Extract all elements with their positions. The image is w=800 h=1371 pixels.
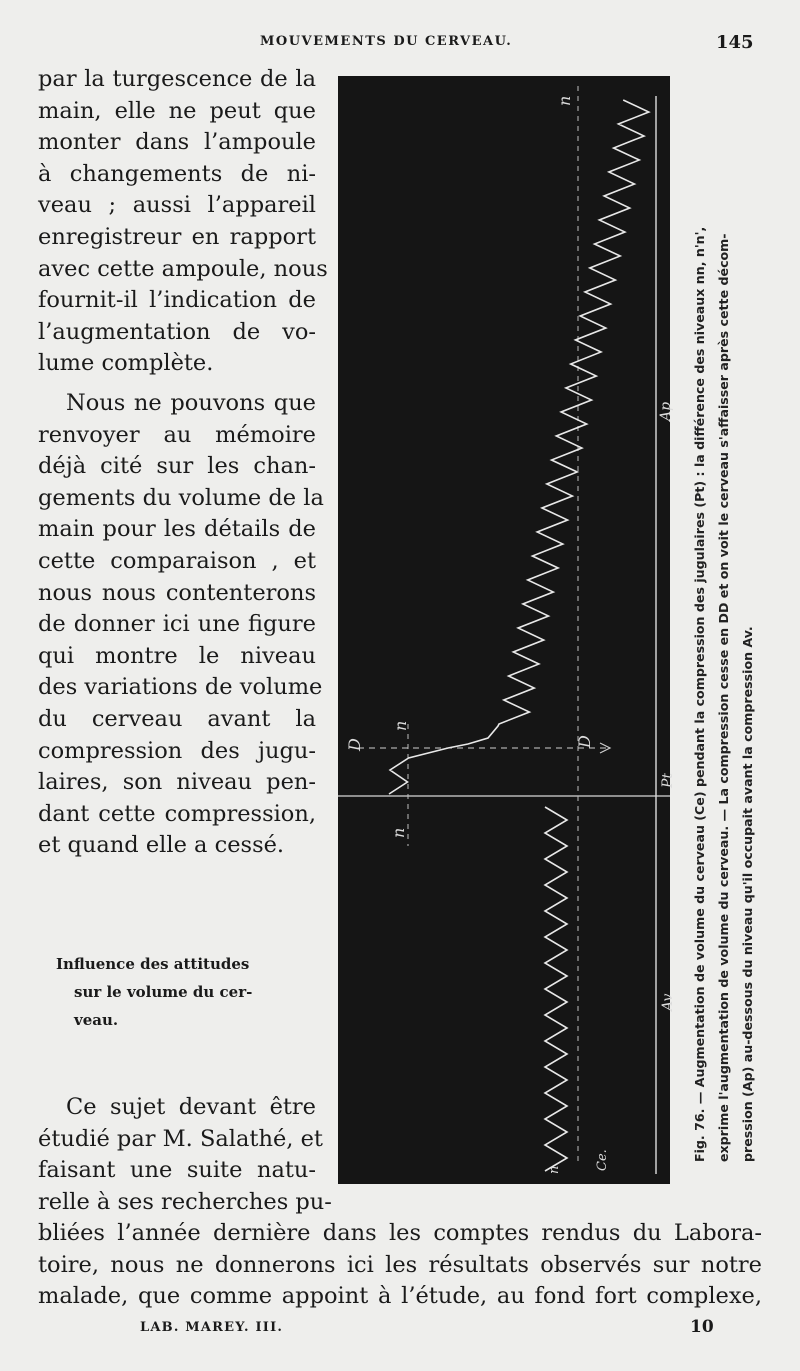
text-line: de donner ici une figure — [38, 611, 316, 638]
paragraph-2 — [38, 388, 324, 862]
section-title-line: veau. — [74, 1011, 119, 1029]
figure-recording — [338, 76, 676, 1184]
text-line: veau ; aussi l’appareil — [38, 192, 316, 219]
recording-trace-svg — [338, 76, 676, 1184]
text-line: enregistreur en rapport — [38, 223, 316, 250]
label-ap: Ap — [658, 401, 674, 421]
full-width-text — [38, 1218, 762, 1313]
label-ce: Ce. — [595, 1149, 610, 1171]
volume-trace-decompression — [389, 100, 649, 794]
label-pt: Pt — [660, 772, 676, 788]
paragraph-3 — [38, 1092, 332, 1218]
label-d-left: D — [345, 738, 364, 751]
text-line: l’augmentation de vo- — [38, 318, 316, 345]
running-title: MOUVEMENTS DU CERVEAU. — [260, 34, 513, 49]
text-line: monter dans l’ampoule — [38, 129, 316, 156]
label-d-right: D — [575, 735, 594, 748]
paragraph-1 — [38, 64, 328, 380]
label-n-bottom: n — [389, 827, 408, 838]
label-n-prime-top: n — [555, 95, 574, 106]
text-line: Nous ne pouvons que — [66, 390, 316, 416]
label-n-top: n — [391, 720, 410, 731]
text-line: à changements de ni- — [38, 160, 316, 187]
text-line: du cerveau avant la — [38, 705, 316, 732]
section-title — [56, 950, 318, 1034]
text-line: et quand elle a cessé. — [38, 832, 285, 859]
text-line: qui montre le niveau — [38, 642, 316, 669]
page-number: 145 — [716, 32, 754, 53]
text-line: relle à ses recherches pu- — [38, 1188, 332, 1215]
text-line: renvoyer au mémoire — [38, 421, 316, 448]
text-line: Ce sujet devant être — [66, 1094, 316, 1120]
text-line: avec cette ampoule, nous — [38, 255, 328, 282]
text-line: compression des jugu- — [38, 737, 316, 764]
text-line: nous nous contenterons — [38, 579, 316, 606]
caption-line: exprime l'augmentation de volume du cerveau. — La compression cesse en DD et on voit le cerveau s'affaisser après cette décom- — [716, 233, 731, 1162]
text-line: lume complète. — [38, 350, 214, 377]
signature-number: 10 — [690, 1317, 714, 1337]
footer-signature: LAB. MAREY. III. — [140, 1320, 284, 1335]
text-line: main, elle ne peut que — [38, 97, 316, 124]
text-line: laires, son niveau pen- — [38, 769, 316, 796]
caption-line: Fig. 76. — Augmentation de volume du cerveau (Ce) pendant la compression des jugulaires (Pt) : la différence des niveaux nn, n'n', — [692, 226, 707, 1162]
text-line: main pour les détails de — [38, 516, 316, 543]
text-line: faisant une suite natu- — [38, 1157, 316, 1184]
label-n-bottom-end: n — [547, 1165, 562, 1174]
text-line: gements du volume de la — [38, 484, 324, 511]
label-av: Av — [660, 993, 676, 1011]
text-line: bliées l’année dernière dans les comptes rendus du Labora- — [38, 1220, 762, 1246]
section-title-line: Influence des attitudes — [56, 955, 250, 973]
text-line: toire, nous ne donnerons ici les résultats observés sur notre — [38, 1251, 762, 1278]
caption-line: pression (Ap) au-dessous du niveau qu'il occupait avant la compression Av. — [740, 626, 755, 1162]
text-line: étudié par M. Salathé, et — [38, 1125, 323, 1152]
text-line: malade, que comme appoint à l’étude, au fond fort complexe, — [38, 1283, 762, 1310]
volume-trace-before — [545, 807, 567, 1171]
section-title-line: sur le volume du cer- — [74, 983, 253, 1001]
text-line: par la turgescence de la — [38, 66, 316, 92]
text-line: déjà cité sur les chan- — [38, 453, 316, 480]
text-line: des variations de volume — [38, 674, 323, 701]
text-line: fournit-il l’indication de — [38, 287, 316, 314]
text-line: dant cette compression, — [38, 800, 316, 827]
figure-caption — [688, 72, 760, 1162]
text-line: cette comparaison , et — [38, 547, 316, 574]
